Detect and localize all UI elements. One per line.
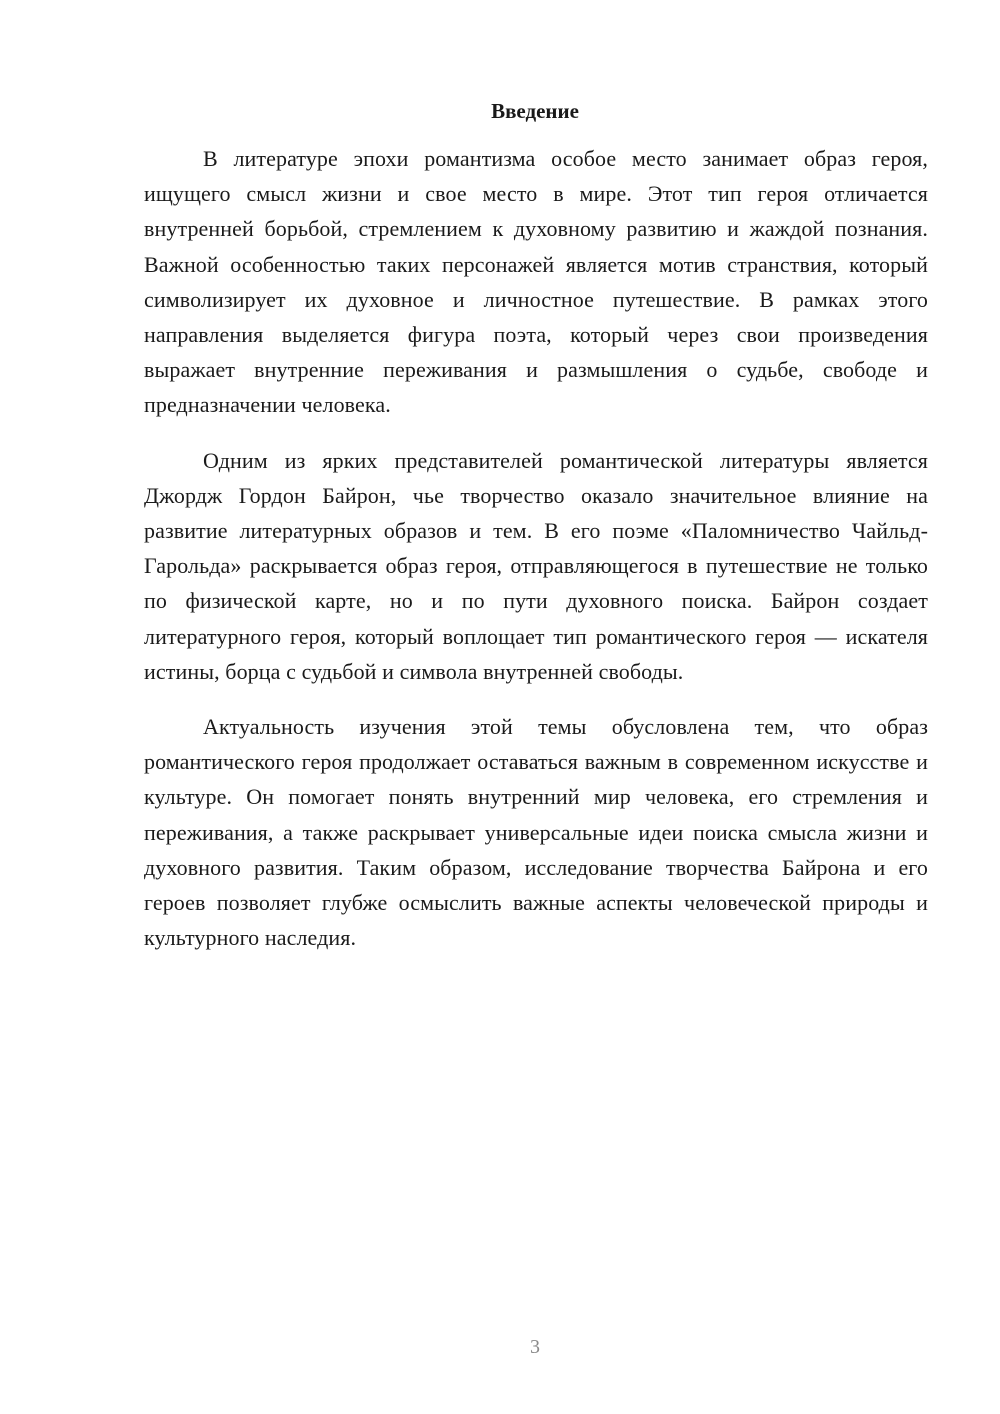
page-number: 3 — [530, 1336, 540, 1358]
paragraph-1: В литературе эпохи романтизма особое место занимает образ героя, ищущего смысл жизни и свое место в мире. Этот тип героя отличается внутренней борьбой, стремлением к духовному развитию и жаждой познания. Важной особенностью таких персонажей является мотив странствия, который символизирует их духовное и личностное путешествие. В рамках этого направления выделяется фигура поэта, который через свои произведения выражает внутренние переживания и размышления о судьбе, свободе и предназначении человека. — [144, 146, 928, 418]
paragraph-2: Одним из ярких представителей романтической литературы является Джордж Гордон Байрон, чье творчество оказало значительное влияние на развитие литературных образов и тем. В его поэме «Паломничество Чайльд-Гарольда» раскрывается образ героя, отправляющегося в путешествие не только по физической карте, но и по пути духовного поиска. Байрон создает литературного героя, который воплощает тип романтического героя — искателя истины, борца с судьбой и символа внутренней свободы. — [144, 447, 928, 684]
body-text — [144, 141, 928, 955]
paragraph-3: Актуальность изучения этой темы обусловлена тем, что образ романтического героя продолжает оставаться важным в современном искусстве и культуре. Он помогает понять внутренний мир человека, его стремления и переживания, а также раскрывает универсальные идеи поиска смысла жизни и духовного развития. Таким образом, исследование творчества Байрона и его героев позволяет глубже осмыслить важные аспекты человеческой природы и культурного наследия. — [144, 714, 928, 951]
section-heading: Введение — [491, 99, 579, 123]
